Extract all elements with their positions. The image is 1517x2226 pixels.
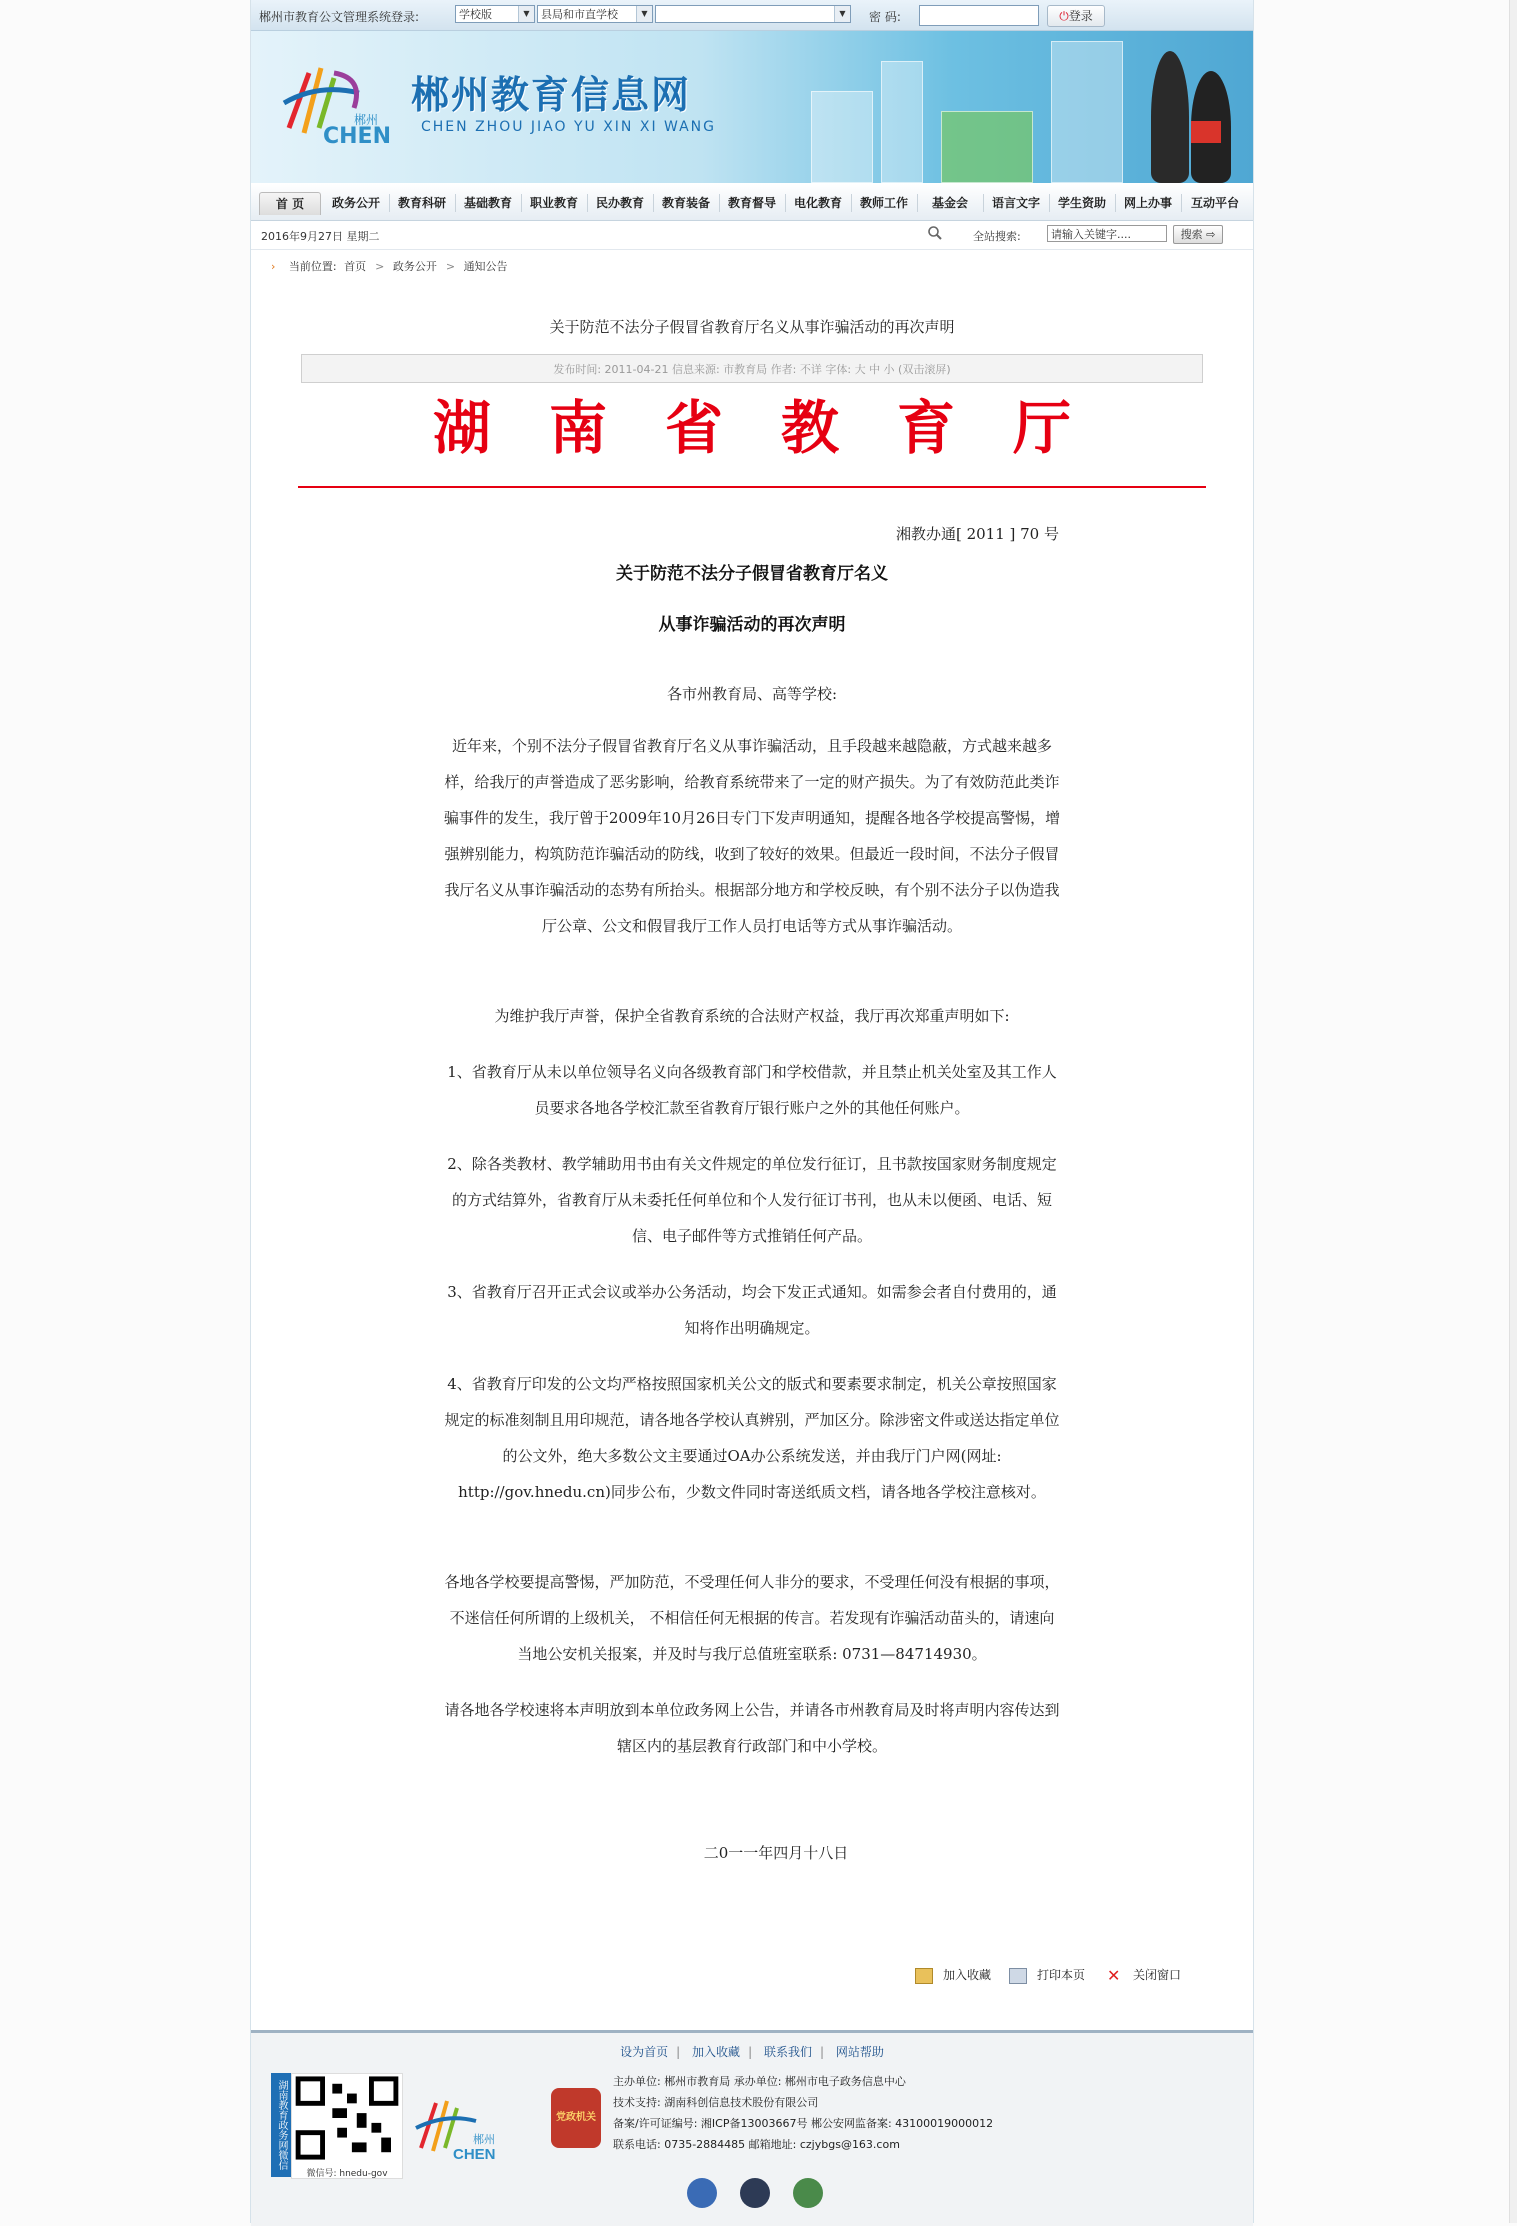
chevron-right-icon: >	[445, 260, 456, 273]
date-search-bar	[251, 221, 1253, 250]
nav-separator	[1049, 194, 1050, 212]
close-window-button[interactable]: ✕ 关闭窗口	[1107, 1965, 1182, 1985]
nav-item-basic-edu[interactable]: 基础教育	[463, 196, 512, 210]
print-button[interactable]: 打印本页	[1009, 1966, 1085, 1984]
nav-item-e-edu[interactable]: 电化教育	[793, 196, 842, 210]
nav-separator	[521, 194, 522, 212]
wechat-qr-code	[291, 2073, 403, 2179]
police-badge-icon[interactable]	[687, 2178, 717, 2208]
nav-separator	[653, 194, 654, 212]
scrollbar[interactable]	[1509, 0, 1517, 2223]
paragraph-6: 4、省教育厅印发的公文均严格按照国家机关公文的版式和要素要求制定，机关公章按照国家规定的标准刻制且用印规范，请各地各学校认真辨别，严加区分。除涉密文件或送达指定单位的公文外，绝大多数公文主要通过OA办公系统发送，并由我厅门户网(网址: http://gov.hnedu.cn)同步公布，少数文件同时寄送纸质文档，请各地各学校注意核对。	[444, 1375, 1060, 1501]
nav-item-student-aid[interactable]: 学生资助	[1057, 196, 1106, 210]
search-label: 全站搜索:	[973, 230, 1021, 243]
article-title: 关于防范不法分子假冒省教育厅名义从事诈骗活动的再次声明	[549, 318, 955, 336]
breadcrumb-home[interactable]: 首页	[344, 260, 367, 273]
nav-separator	[1115, 194, 1116, 212]
folder-star-icon	[915, 1968, 933, 1984]
paragraph-4: 2、除各类教材、教学辅助用书由有关文件规定的单位发行征订，且书款按国家财务制度规定的方式结算外，省教育厅从未委托任何单位和个人发行征订书刊，也从未以便函、电话、短信、电子邮件等方式推销任何产品。	[447, 1155, 1057, 1245]
nav-separator	[983, 194, 984, 212]
nav-separator	[719, 194, 720, 212]
chevron-right-icon: >	[375, 260, 385, 273]
name-select[interactable]	[655, 5, 851, 23]
search-icon	[927, 225, 943, 241]
salutation: 各市州教育局、高等学校:	[666, 685, 838, 703]
breadcrumb-notices[interactable]: 通知公告	[463, 260, 508, 273]
footer-info	[613, 2071, 993, 2155]
arrow-right-icon: ⇨	[1206, 228, 1216, 241]
nav-item-private-edu[interactable]: 民办教育	[595, 196, 644, 210]
banner-person	[1151, 51, 1189, 183]
red-divider	[298, 486, 1206, 488]
paragraph-3: 1、省教育厅从未以单位领导名义向各级教育部门和学校借款，并且禁止机关处室及其工作人员要求各地各学校汇款至省教育厅银行账户之外的其他任何账户。	[447, 1063, 1057, 1117]
footer-badges	[687, 2178, 841, 2212]
footer-link-add-favorite[interactable]: 加入收藏	[692, 2045, 741, 2059]
type-select[interactable]: 学校版 ▼	[455, 5, 535, 23]
login-label: 郴州市教育公文管理系统登录:	[259, 10, 420, 24]
banner-building	[881, 61, 923, 183]
footer-links: 设为首页 | 加入收藏 | 联系我们 | 网站帮助	[620, 2045, 884, 2059]
banner-building	[811, 91, 873, 183]
banner-folder	[1191, 121, 1221, 143]
banner-building	[941, 111, 1033, 183]
sign-date: 二0一一年四月十八日	[703, 1844, 849, 1862]
nav-item-gov-affairs[interactable]: 政务公开	[331, 196, 380, 210]
nav-item-language[interactable]: 语言文字	[991, 196, 1040, 210]
search-button[interactable]: 搜索 ⇨	[1173, 225, 1223, 244]
breadcrumb-label: 当前位置:	[288, 260, 337, 273]
site-title: 郴州教育信息网	[411, 73, 692, 117]
site-banner	[251, 31, 1253, 183]
paragraph-5: 3、省教育厅召开正式会议或举办公务活动，均会下发正式通知。如需参会者自付费用的，通知将作出明确规定。	[447, 1283, 1057, 1337]
paragraph-8: 请各地各学校速将本声明放到本单位政务网上公告，并请各市州教育局及时将声明内容传达到辖区内的基层教育行政部门和中小学校。	[444, 1701, 1060, 1755]
logo-chen-text: CHEN	[323, 124, 391, 149]
document-title-line-2: 从事诈骗活动的再次声明	[658, 615, 846, 635]
security-icon[interactable]	[793, 2178, 823, 2208]
chevron-down-icon: ▼	[636, 6, 652, 22]
paragraph-2: 为维护我厅声誉，保护全省教育系统的合法财产权益，我厅再次郑重声明如下:	[494, 1007, 1010, 1025]
site-footer	[251, 2030, 1253, 2226]
wechat-label: 湖南教育政务网微信	[271, 2073, 291, 2177]
breadcrumb-gov-affairs[interactable]: 政务公开	[392, 260, 437, 273]
chevron-down-icon: ▼	[834, 6, 850, 22]
main-nav	[251, 184, 1253, 221]
paragraph-7: 各地各学校要提高警惕，严加防范，不受理任何人非分的要求，不受理任何没有根据的事项，不迷信任何所谓的上级机关， 不相信任何无根据的传言。若发现有诈骗活动苗头的，请速向当地公安机关报案，并及时与我厅总值班室联系: 0731—84714930。	[444, 1573, 1060, 1663]
nav-separator	[587, 194, 588, 212]
login-bar	[251, 0, 1253, 31]
footer-logo-chen-text: CHEN	[453, 2146, 496, 2163]
nav-item-teachers[interactable]: 教师工作	[859, 196, 908, 210]
footer-link-help[interactable]: 网站帮助	[835, 2045, 884, 2059]
qr-code-icon	[292, 2074, 402, 2162]
document-number: 湘教办通[ 2011 ] 70 号	[895, 525, 1059, 543]
banner-building	[1051, 41, 1123, 183]
breadcrumb	[271, 258, 512, 274]
wechat-id: 微信号: hnedu-gov	[306, 2169, 388, 2179]
bullet-arrow-icon: ›	[271, 260, 276, 273]
nav-item-equipment[interactable]: 教育装备	[661, 196, 710, 210]
article-meta: 发布时间: 2011-04-21 信息来源: 市教育局 作者: 不详 字体: 大 中 小 (双击滚屏)	[301, 354, 1203, 383]
red-header: 湖南省教育厅	[432, 394, 1129, 462]
password-input[interactable]	[919, 5, 1039, 26]
current-date: 2016年9月27日 星期二	[261, 230, 380, 243]
nav-item-vocational[interactable]: 职业教育	[529, 196, 578, 210]
chevron-down-icon: ▼	[518, 6, 534, 22]
nav-item-interaction[interactable]: 互动平台	[1190, 196, 1239, 210]
add-favorite-button[interactable]: 加入收藏	[915, 1966, 991, 1984]
footer-logo-icon	[411, 2093, 511, 2163]
footer-link-set-home[interactable]: 设为首页	[620, 2045, 669, 2059]
footer-logo-small-text: 郴州	[473, 2134, 495, 2146]
nav-separator	[1181, 194, 1182, 212]
nav-separator	[917, 194, 918, 212]
password-label: 密 码:	[869, 10, 901, 24]
footer-tech-support: 技术支持: 湖南科创信息技术股份有限公司	[613, 2096, 819, 2109]
search-input[interactable]: 请输入关键字....	[1047, 225, 1167, 242]
gov-badge[interactable]: 党政机关	[551, 2088, 601, 2148]
nav-separator	[785, 194, 786, 212]
printer-icon	[1009, 1968, 1027, 1984]
cyber-police-icon[interactable]	[740, 2178, 770, 2208]
nav-item-home[interactable]: 首 页	[259, 192, 321, 215]
document-title-line-1: 关于防范不法分子假冒省教育厅名义	[616, 564, 888, 584]
paragraph-1: 近年来，个别不法分子假冒省教育厅名义从事诈骗活动，且手段越来越隐蔽，方式越来越多样，给我厅的声誉造成了恶劣影响，给教育系统带来了一定的财产损失。为了有效防范此类诈骗事件的发生，我厅曾于2009年10月26日专门下发声明通知，提醒各地各学校提高警惕，增强辨别能力，构筑防范诈骗活动的防线，收到了较好的效果。但最近一段时间，不法分子假冒我厅名义从事诈骗活动的态势有所抬头。根据部分地方和学校反映，有个别不法分子以伪造我厅公章、公文和假冒我厅工作人员打电话等方式从事诈骗活动。	[443, 737, 1061, 935]
nav-separator	[851, 194, 852, 212]
nav-separator	[389, 194, 390, 212]
footer-sponsor: 主办单位: 郴州市教育局 承办单位: 郴州市电子政务信息中心	[613, 2075, 906, 2088]
footer-license: 备案/许可证编号: 湘ICP备13003667号 郴公安网监备案: 43100019000012	[613, 2117, 994, 2130]
nav-item-supervision[interactable]: 教育督导	[727, 196, 776, 210]
nav-item-online-service[interactable]: 网上办事	[1123, 196, 1172, 210]
site-subtitle: CHEN ZHOU JIAO YU XIN XI WANG	[421, 119, 717, 135]
nav-item-foundation[interactable]: 基金会	[931, 196, 968, 210]
login-button[interactable]: ⏻登录	[1047, 5, 1105, 27]
footer-link-contact[interactable]: 联系我们	[763, 2045, 812, 2059]
close-icon: ✕	[1107, 1965, 1121, 1985]
logo-small-text: 郴州	[354, 113, 379, 127]
unit-select[interactable]: 县局和市直学校 ▼	[537, 5, 653, 23]
nav-item-research[interactable]: 教育科研	[397, 196, 446, 210]
page-container	[250, 0, 1254, 2223]
nav-separator	[455, 194, 456, 212]
power-icon: ⏻	[1059, 9, 1069, 23]
footer-contact: 联系电话: 0735-2884485 邮箱地址: czjybgs@163.com	[613, 2138, 900, 2151]
